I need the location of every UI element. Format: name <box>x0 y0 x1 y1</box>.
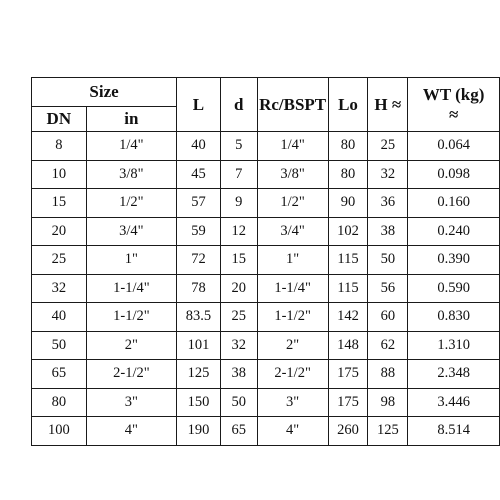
cell-dn: 25 <box>32 246 87 275</box>
cell-rc-bspt: 2-1/2" <box>257 360 328 389</box>
cell-d: 32 <box>220 331 257 360</box>
cell-lo: 115 <box>328 246 368 275</box>
cell-dn: 100 <box>32 417 87 446</box>
cell-l: 59 <box>177 217 221 246</box>
cell-weight: 2.348 <box>408 360 500 389</box>
cell-dn: 80 <box>32 388 87 417</box>
cell-rc-bspt: 3" <box>257 388 328 417</box>
cell-weight: 0.830 <box>408 303 500 332</box>
cell-rc-bspt: 2" <box>257 331 328 360</box>
cell-dn: 8 <box>32 132 87 161</box>
cell-d: 5 <box>220 132 257 161</box>
cell-h: 125 <box>368 417 408 446</box>
table-row <box>32 160 500 189</box>
cell-dn: 40 <box>32 303 87 332</box>
header-weight-line2: ≈ <box>448 104 459 124</box>
cell-dn: 50 <box>32 331 87 360</box>
cell-dn: 65 <box>32 360 87 389</box>
cell-dn: 20 <box>32 217 87 246</box>
cell-rc-bspt: 1-1/4" <box>257 274 328 303</box>
cell-rc-bspt: 1/2" <box>257 189 328 218</box>
cell-weight: 0.160 <box>408 189 500 218</box>
cell-weight: 0.240 <box>408 217 500 246</box>
cell-l: 83.5 <box>177 303 221 332</box>
table-body <box>32 132 500 446</box>
cell-weight: 0.590 <box>408 274 500 303</box>
cell-l: 45 <box>177 160 221 189</box>
table-row <box>32 132 500 161</box>
header-lo: Lo <box>328 78 368 132</box>
cell-lo: 102 <box>328 217 368 246</box>
cell-l: 190 <box>177 417 221 446</box>
table-row <box>32 360 500 389</box>
cell-in: 1-1/4" <box>86 274 176 303</box>
cell-d: 20 <box>220 274 257 303</box>
cell-lo: 175 <box>328 388 368 417</box>
cell-h: 56 <box>368 274 408 303</box>
cell-lo: 175 <box>328 360 368 389</box>
cell-weight: 8.514 <box>408 417 500 446</box>
cell-h: 32 <box>368 160 408 189</box>
cell-l: 72 <box>177 246 221 275</box>
cell-lo: 115 <box>328 274 368 303</box>
cell-dn: 15 <box>32 189 87 218</box>
cell-lo: 148 <box>328 331 368 360</box>
cell-d: 38 <box>220 360 257 389</box>
table-row <box>32 331 500 360</box>
cell-in: 1-1/2" <box>86 303 176 332</box>
cell-h: 98 <box>368 388 408 417</box>
cell-h: 38 <box>368 217 408 246</box>
cell-l: 78 <box>177 274 221 303</box>
cell-d: 25 <box>220 303 257 332</box>
cell-weight: 3.446 <box>408 388 500 417</box>
cell-h: 50 <box>368 246 408 275</box>
cell-lo: 260 <box>328 417 368 446</box>
cell-d: 65 <box>220 417 257 446</box>
cell-in: 3/4" <box>86 217 176 246</box>
cell-dn: 10 <box>32 160 87 189</box>
cell-rc-bspt: 1" <box>257 246 328 275</box>
table-row <box>32 246 500 275</box>
cell-l: 125 <box>177 360 221 389</box>
cell-lo: 90 <box>328 189 368 218</box>
cell-dn: 32 <box>32 274 87 303</box>
header-in: in <box>86 107 176 132</box>
cell-weight: 0.390 <box>408 246 500 275</box>
cell-l: 57 <box>177 189 221 218</box>
cell-in: 1/2" <box>86 189 176 218</box>
spec-table <box>31 77 500 446</box>
cell-weight: 0.064 <box>408 132 500 161</box>
cell-l: 101 <box>177 331 221 360</box>
cell-weight: 0.098 <box>408 160 500 189</box>
cell-d: 15 <box>220 246 257 275</box>
header-rc-bspt: Rc/BSPT <box>257 78 328 132</box>
cell-l: 150 <box>177 388 221 417</box>
cell-in: 4" <box>86 417 176 446</box>
table-row <box>32 217 500 246</box>
cell-h: 62 <box>368 331 408 360</box>
cell-rc-bspt: 1/4" <box>257 132 328 161</box>
table-row <box>32 274 500 303</box>
cell-in: 2" <box>86 331 176 360</box>
header-l: L <box>177 78 221 132</box>
table-row <box>32 417 500 446</box>
cell-rc-bspt: 4" <box>257 417 328 446</box>
cell-h: 25 <box>368 132 408 161</box>
cell-d: 50 <box>220 388 257 417</box>
cell-in: 1/4" <box>86 132 176 161</box>
cell-lo: 80 <box>328 160 368 189</box>
cell-h: 60 <box>368 303 408 332</box>
header-dn: DN <box>32 107 87 132</box>
header-h: H ≈ <box>368 78 408 132</box>
cell-in: 1" <box>86 246 176 275</box>
cell-in: 3" <box>86 388 176 417</box>
header-d: d <box>220 78 257 132</box>
cell-d: 9 <box>220 189 257 218</box>
cell-d: 7 <box>220 160 257 189</box>
cell-h: 36 <box>368 189 408 218</box>
table-row <box>32 303 500 332</box>
cell-lo: 80 <box>328 132 368 161</box>
cell-in: 2-1/2" <box>86 360 176 389</box>
cell-in: 3/8" <box>86 160 176 189</box>
cell-lo: 142 <box>328 303 368 332</box>
cell-d: 12 <box>220 217 257 246</box>
cell-l: 40 <box>177 132 221 161</box>
cell-rc-bspt: 3/8" <box>257 160 328 189</box>
cell-rc-bspt: 1-1/2" <box>257 303 328 332</box>
table-row <box>32 189 500 218</box>
cell-rc-bspt: 3/4" <box>257 217 328 246</box>
header-size: Size <box>32 78 177 107</box>
cell-h: 88 <box>368 360 408 389</box>
cell-weight: 1.310 <box>408 331 500 360</box>
header-weight <box>408 78 500 132</box>
header-weight-line1: WT (kg) <box>422 84 485 104</box>
table-row <box>32 388 500 417</box>
